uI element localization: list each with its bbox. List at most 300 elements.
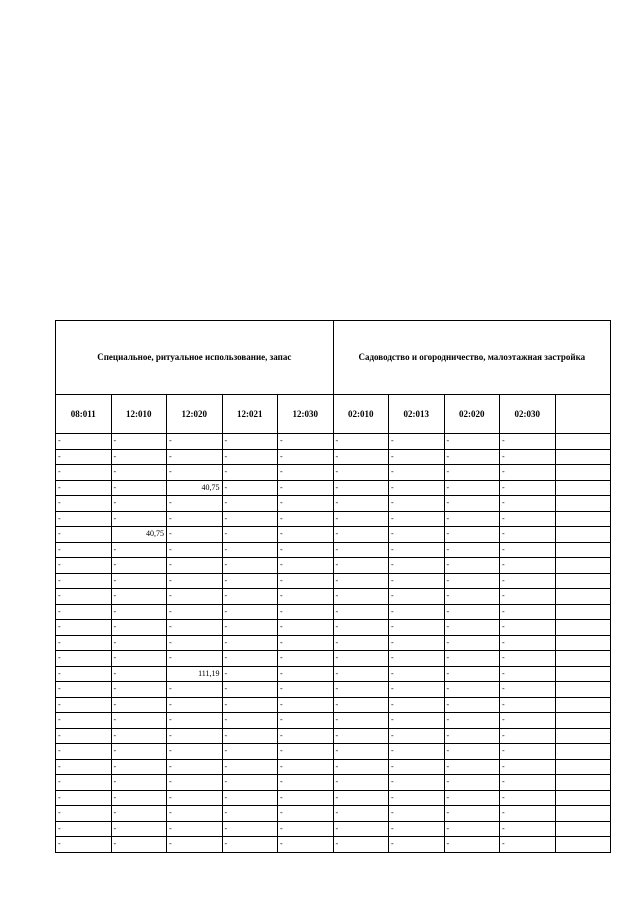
table-cell: -	[278, 744, 334, 760]
table-cell: -	[500, 542, 556, 558]
table-row	[56, 790, 611, 806]
table-cell: -	[278, 620, 334, 636]
table-cell	[555, 651, 611, 667]
table-cell: -	[111, 651, 167, 667]
table-cell: -	[500, 821, 556, 837]
table-cell	[555, 744, 611, 760]
table-cell: -	[111, 713, 167, 729]
table-cell: -	[500, 449, 556, 465]
group-header-gardening: Садоводство и огородничество, малоэтажная застройка	[333, 321, 611, 395]
table-cell: -	[222, 573, 278, 589]
table-cell: -	[500, 759, 556, 775]
table-cell: -	[56, 604, 112, 620]
table-cell	[555, 666, 611, 682]
table-cell: -	[222, 837, 278, 853]
table-cell: -	[111, 620, 167, 636]
table-cell: -	[444, 666, 500, 682]
table-cell: 40,75	[111, 527, 167, 543]
table-cell: -	[167, 821, 223, 837]
table-cell: -	[500, 604, 556, 620]
code-header: 02:030	[500, 395, 556, 434]
table-cell: -	[333, 542, 389, 558]
table-cell: -	[500, 806, 556, 822]
table-cell: -	[278, 759, 334, 775]
table-cell: -	[167, 620, 223, 636]
table-cell: -	[167, 682, 223, 698]
table-cell: -	[500, 635, 556, 651]
table-cell: -	[111, 465, 167, 481]
table-cell: -	[222, 713, 278, 729]
table-cell: -	[389, 496, 445, 512]
table-cell	[555, 759, 611, 775]
table-cell: -	[111, 759, 167, 775]
table-cell: -	[56, 682, 112, 698]
table-cell: -	[278, 604, 334, 620]
table-cell: -	[389, 434, 445, 450]
table-row	[56, 775, 611, 791]
table-cell: -	[500, 620, 556, 636]
table-cell: -	[278, 480, 334, 496]
table-cell: -	[333, 589, 389, 605]
table-row	[56, 744, 611, 760]
table-cell: -	[222, 790, 278, 806]
table-cell: -	[111, 682, 167, 698]
table-cell: -	[333, 604, 389, 620]
table-cell	[555, 713, 611, 729]
table-cell	[555, 682, 611, 698]
table-row	[56, 821, 611, 837]
table-cell: -	[500, 682, 556, 698]
land-use-table	[55, 320, 611, 853]
table-cell: -	[333, 651, 389, 667]
table-cell: -	[56, 480, 112, 496]
table-cell: -	[222, 542, 278, 558]
table-cell: -	[333, 790, 389, 806]
table-cell: -	[389, 635, 445, 651]
table-cell: -	[444, 775, 500, 791]
table-row	[56, 511, 611, 527]
table-cell	[555, 480, 611, 496]
table-cell: -	[500, 434, 556, 450]
table-cell: -	[333, 511, 389, 527]
table-cell: -	[500, 744, 556, 760]
table-cell: -	[500, 573, 556, 589]
table-cell: -	[278, 682, 334, 698]
table-cell: -	[111, 806, 167, 822]
table-cell: -	[56, 790, 112, 806]
table-cell: -	[444, 651, 500, 667]
table-cell: -	[56, 558, 112, 574]
table-cell: -	[444, 589, 500, 605]
table-row	[56, 713, 611, 729]
table-cell: -	[333, 666, 389, 682]
table-cell: -	[167, 837, 223, 853]
table-cell: -	[278, 651, 334, 667]
table-cell: -	[278, 666, 334, 682]
table-cell: -	[56, 713, 112, 729]
table-cell: -	[56, 527, 112, 543]
table-cell: -	[500, 527, 556, 543]
table-cell: -	[389, 744, 445, 760]
table-row	[56, 449, 611, 465]
table-cell: -	[222, 480, 278, 496]
table-cell	[555, 821, 611, 837]
table-cell: -	[333, 775, 389, 791]
table-cell: -	[333, 697, 389, 713]
table-cell: -	[111, 573, 167, 589]
table-row	[56, 480, 611, 496]
table-cell: -	[333, 620, 389, 636]
table-cell: -	[167, 573, 223, 589]
table-cell: -	[222, 821, 278, 837]
table-cell	[555, 790, 611, 806]
table-cell: -	[500, 728, 556, 744]
table-cell: -	[167, 589, 223, 605]
table-cell: -	[500, 589, 556, 605]
table-cell: -	[389, 837, 445, 853]
table-cell	[555, 604, 611, 620]
table-cell: -	[389, 589, 445, 605]
table-cell: -	[56, 589, 112, 605]
table-cell: -	[222, 635, 278, 651]
code-header	[555, 395, 611, 434]
table-cell	[555, 620, 611, 636]
table-cell: -	[111, 775, 167, 791]
table-row	[56, 666, 611, 682]
table-row	[56, 837, 611, 853]
table-cell: -	[56, 449, 112, 465]
table-cell: -	[278, 542, 334, 558]
table-cell: -	[444, 604, 500, 620]
table-cell: -	[444, 635, 500, 651]
table-cell: -	[278, 713, 334, 729]
table-cell: -	[167, 713, 223, 729]
table-cell: -	[444, 728, 500, 744]
table-cell: -	[222, 449, 278, 465]
table-row	[56, 697, 611, 713]
table-cell: -	[56, 837, 112, 853]
table-cell: -	[389, 775, 445, 791]
table-cell: -	[444, 480, 500, 496]
table-cell: -	[167, 806, 223, 822]
table-cell: -	[444, 542, 500, 558]
table-cell: -	[278, 635, 334, 651]
table-cell: -	[167, 434, 223, 450]
table-cell: -	[444, 511, 500, 527]
table-cell: -	[333, 806, 389, 822]
table-cell: -	[333, 527, 389, 543]
table-cell: -	[278, 496, 334, 512]
table-cell: -	[389, 620, 445, 636]
table-cell: -	[389, 728, 445, 744]
table-cell: -	[333, 837, 389, 853]
table-row	[56, 558, 611, 574]
table-row	[56, 651, 611, 667]
table-cell: -	[111, 542, 167, 558]
table-cell: -	[111, 496, 167, 512]
table-cell: -	[333, 713, 389, 729]
table-row	[56, 589, 611, 605]
code-header: 12:021	[222, 395, 278, 434]
code-header: 08:011	[56, 395, 112, 434]
table-cell: -	[56, 434, 112, 450]
table-cell: -	[222, 728, 278, 744]
table-cell	[555, 573, 611, 589]
table-cell: -	[500, 697, 556, 713]
table-cell: -	[111, 728, 167, 744]
table-cell: -	[389, 465, 445, 481]
table-cell: -	[389, 573, 445, 589]
table-cell: -	[278, 821, 334, 837]
table-cell: -	[333, 558, 389, 574]
table-cell: -	[500, 837, 556, 853]
table-row	[56, 620, 611, 636]
table-cell: -	[56, 775, 112, 791]
table-cell: -	[389, 527, 445, 543]
table-cell: 111,19	[167, 666, 223, 682]
table-cell: -	[167, 651, 223, 667]
table-cell: -	[167, 604, 223, 620]
table-cell: -	[333, 759, 389, 775]
table-row	[56, 806, 611, 822]
table-cell: -	[500, 713, 556, 729]
table-cell: -	[278, 527, 334, 543]
table-cell: -	[444, 496, 500, 512]
table-cell: -	[389, 790, 445, 806]
table-cell	[555, 434, 611, 450]
table-cell: -	[56, 666, 112, 682]
table-cell	[555, 542, 611, 558]
table-cell: -	[389, 449, 445, 465]
table-cell	[555, 589, 611, 605]
table-cell: -	[222, 775, 278, 791]
table-cell: -	[444, 682, 500, 698]
table-cell: -	[167, 542, 223, 558]
table-cell: -	[333, 449, 389, 465]
table-cell: -	[278, 775, 334, 791]
code-header: 02:013	[389, 395, 445, 434]
table-cell: -	[333, 728, 389, 744]
table-cell: -	[56, 620, 112, 636]
table-cell: -	[278, 465, 334, 481]
table-cell: -	[222, 558, 278, 574]
table-cell: -	[222, 465, 278, 481]
table-cell: -	[167, 449, 223, 465]
table-cell: -	[444, 759, 500, 775]
table-cell: -	[111, 604, 167, 620]
table-cell: -	[222, 620, 278, 636]
table-cell: -	[444, 837, 500, 853]
table-row	[56, 759, 611, 775]
table-cell: -	[444, 558, 500, 574]
table-cell: -	[222, 511, 278, 527]
table-cell: -	[222, 527, 278, 543]
table-cell: -	[500, 480, 556, 496]
table-cell: -	[444, 790, 500, 806]
table-cell: -	[222, 589, 278, 605]
table-cell: -	[278, 558, 334, 574]
table-row	[56, 604, 611, 620]
table-cell: -	[278, 434, 334, 450]
table-cell: -	[111, 589, 167, 605]
table-cell: -	[167, 511, 223, 527]
table-cell	[555, 558, 611, 574]
table-cell: -	[56, 806, 112, 822]
table-cell: -	[111, 744, 167, 760]
table-cell	[555, 775, 611, 791]
table-cell: -	[389, 697, 445, 713]
table-cell: -	[56, 759, 112, 775]
table-cell: -	[278, 728, 334, 744]
table-cell: -	[333, 465, 389, 481]
table-cell: -	[278, 589, 334, 605]
table-cell: -	[333, 682, 389, 698]
table-cell: -	[111, 666, 167, 682]
table-cell: -	[222, 806, 278, 822]
table-cell: -	[333, 496, 389, 512]
table-cell: -	[389, 759, 445, 775]
table-cell: -	[500, 666, 556, 682]
table-cell	[555, 449, 611, 465]
table-cell: -	[333, 744, 389, 760]
table-cell: -	[333, 434, 389, 450]
table-cell: -	[167, 728, 223, 744]
table-cell: -	[167, 635, 223, 651]
table-cell: -	[222, 496, 278, 512]
table-row	[56, 542, 611, 558]
table-cell: -	[56, 728, 112, 744]
table-cell: -	[500, 511, 556, 527]
table-cell	[555, 697, 611, 713]
code-header: 02:010	[333, 395, 389, 434]
table-cell: -	[222, 651, 278, 667]
table-cell: -	[167, 744, 223, 760]
table-cell: -	[389, 682, 445, 698]
table-row	[56, 496, 611, 512]
table-cell	[555, 837, 611, 853]
table-cell: -	[278, 697, 334, 713]
table-cell: -	[56, 496, 112, 512]
table-cell: -	[444, 806, 500, 822]
table-cell: -	[500, 465, 556, 481]
table-cell: -	[56, 821, 112, 837]
table-cell: -	[56, 744, 112, 760]
table-cell: -	[389, 713, 445, 729]
table-cell: -	[444, 527, 500, 543]
table-cell	[555, 806, 611, 822]
table-cell: -	[333, 635, 389, 651]
table-row	[56, 527, 611, 543]
table-cell: -	[500, 775, 556, 791]
code-header: 02:020	[444, 395, 500, 434]
table-cell: -	[111, 449, 167, 465]
group-header-special-use: Специальное, ритуальное использование, запас	[56, 321, 334, 395]
table-cell: -	[111, 511, 167, 527]
table-cell: -	[278, 573, 334, 589]
code-header: 12:020	[167, 395, 223, 434]
table-cell: -	[167, 759, 223, 775]
table-cell: -	[167, 496, 223, 512]
table-cell	[555, 527, 611, 543]
table-cell: -	[500, 651, 556, 667]
table-cell: -	[444, 573, 500, 589]
table-cell: -	[167, 697, 223, 713]
table-cell: -	[222, 682, 278, 698]
table-cell	[555, 496, 611, 512]
table-cell: -	[333, 821, 389, 837]
table-cell: -	[444, 434, 500, 450]
table-cell: -	[111, 821, 167, 837]
table-cell: -	[389, 542, 445, 558]
table-cell: -	[444, 744, 500, 760]
table-row	[56, 682, 611, 698]
table-cell: -	[167, 558, 223, 574]
table-cell: -	[389, 651, 445, 667]
table-cell: -	[389, 604, 445, 620]
table-cell: -	[56, 465, 112, 481]
table-cell: -	[111, 697, 167, 713]
table-cell: -	[111, 837, 167, 853]
table-cell: -	[222, 434, 278, 450]
code-header-row	[56, 395, 611, 434]
table-row	[56, 635, 611, 651]
table-cell: -	[389, 666, 445, 682]
table-cell: -	[500, 558, 556, 574]
table-cell: -	[278, 837, 334, 853]
table-cell: -	[389, 511, 445, 527]
table-row	[56, 728, 611, 744]
table-cell: -	[444, 821, 500, 837]
table-cell: -	[167, 527, 223, 543]
table-cell: -	[56, 697, 112, 713]
table-cell: 40,75	[167, 480, 223, 496]
table-cell: -	[278, 790, 334, 806]
table-cell	[555, 465, 611, 481]
table-cell: -	[111, 434, 167, 450]
table-cell: -	[444, 713, 500, 729]
table-cell: -	[222, 666, 278, 682]
table-cell: -	[111, 480, 167, 496]
table-cell: -	[278, 449, 334, 465]
table-cell: -	[278, 511, 334, 527]
table-row	[56, 573, 611, 589]
table-cell: -	[167, 775, 223, 791]
code-header: 12:010	[111, 395, 167, 434]
table-cell: -	[56, 635, 112, 651]
table-cell: -	[444, 620, 500, 636]
table-cell: -	[167, 790, 223, 806]
table-row	[56, 434, 611, 450]
code-header: 12:030	[278, 395, 334, 434]
table-cell: -	[56, 651, 112, 667]
table-cell: -	[500, 496, 556, 512]
table-cell: -	[56, 542, 112, 558]
table-cell: -	[56, 573, 112, 589]
table-cell: -	[389, 821, 445, 837]
table-row	[56, 465, 611, 481]
table-cell	[555, 511, 611, 527]
table-cell: -	[333, 573, 389, 589]
table-cell: -	[56, 511, 112, 527]
table-cell: -	[389, 480, 445, 496]
table-cell	[555, 635, 611, 651]
table-cell: -	[222, 759, 278, 775]
table-cell: -	[222, 604, 278, 620]
table-cell: -	[222, 697, 278, 713]
table-cell: -	[167, 465, 223, 481]
table-cell: -	[278, 806, 334, 822]
group-header-row	[56, 321, 611, 395]
